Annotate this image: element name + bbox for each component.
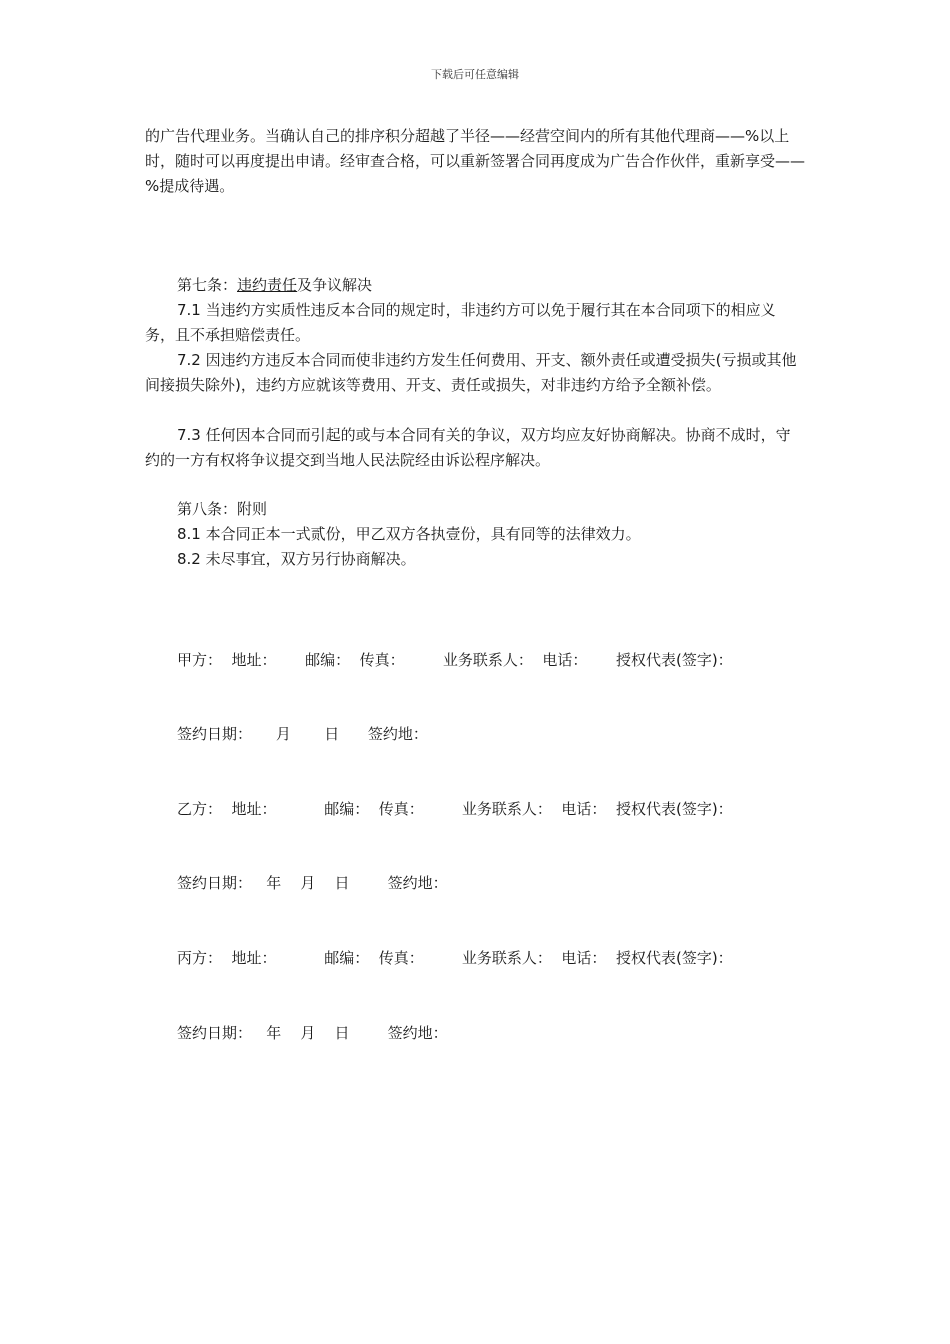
party-c-line: 丙方： 地址： 邮编： 传真： 业务联系人： 电话： 授权代表(签字)： bbox=[177, 949, 733, 967]
party-a-line: 甲方： 地址： 邮编： 传真： 业务联系人： 电话： 授权代表(签字)： bbox=[177, 651, 733, 669]
article-7-title-suffix: 及争议解决 bbox=[297, 276, 373, 294]
clause-7-3: 7.3 任何因本合同而引起的或与本合同有关的争议，双方均应友好协商解决。协商不成时，守约的一方有权将争议提交到当地人民法院经由诉讼程序解决。 bbox=[145, 426, 791, 469]
clause-7-1: 7.1 当违约方实质性违反本合同的规定时，非违约方可以免于履行其在本合同项下的相应义务，且不承担赔偿责任。 bbox=[145, 301, 776, 344]
article-7-title-link[interactable]: 违约责任 bbox=[237, 276, 298, 294]
page-header: 下载后可任意编辑 bbox=[431, 68, 519, 81]
intro-paragraph: 的广告代理业务。当确认自己的排序积分超越了半径——经营空间内的所有其他代理商——%以上时，随时可以再度提出申请。经审查合格，可以重新签署合同再度成为广告合作伙伴，重新享受——%提成待遇。 bbox=[145, 127, 806, 195]
clause-8-2: 8.2 未尽事宜，双方另行协商解决。 bbox=[177, 550, 416, 568]
party-c-date-line: 签约日期： 年 月 日 签约地： bbox=[177, 1024, 448, 1042]
article-7-title-prefix: 第七条： bbox=[177, 276, 238, 294]
party-b-line: 乙方： 地址： 邮编： 传真： 业务联系人： 电话： 授权代表(签字)： bbox=[177, 800, 733, 818]
clause-8-1: 8.1 本合同正本一式贰份，甲乙双方各执壹份，具有同等的法律效力。 bbox=[177, 525, 641, 543]
article-8-title: 第八条：附则 bbox=[177, 500, 268, 518]
article-7-title bbox=[177, 273, 372, 298]
clause-7-2: 7.2 因违约方违反本合同而使非违约方发生任何费用、开支、额外责任或遭受损失(亏损或其他间接损失除外)，违约方应就该等费用、开支、责任或损失，对非违约方给予全额补偿。 bbox=[145, 351, 797, 394]
party-b-date-line: 签约日期： 年 月 日 签约地： bbox=[177, 874, 448, 892]
party-a-date-line: 签约日期： 月 日 签约地： bbox=[177, 725, 428, 743]
